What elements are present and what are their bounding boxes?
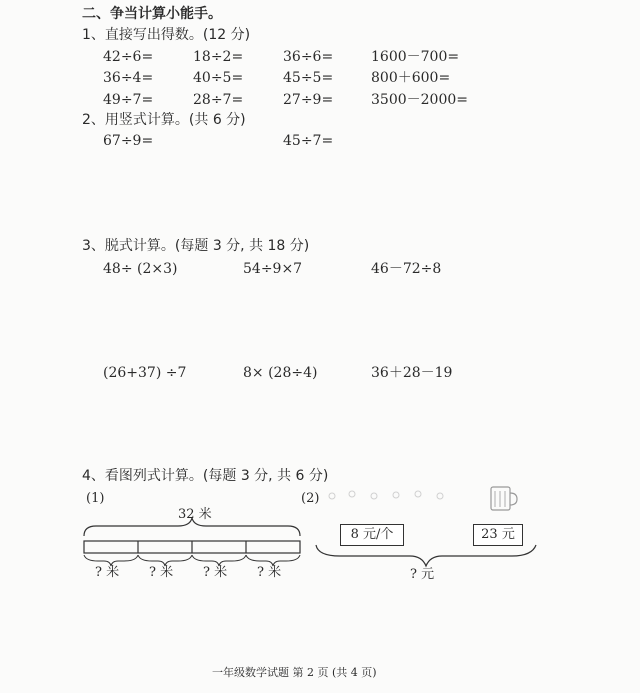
q1-item: 3500－2000=	[371, 92, 468, 108]
q2-heading: 2、用竖式计算。(共 6 分)	[82, 112, 246, 128]
q1-item: 28÷7=	[193, 92, 244, 108]
q4-part2-total: ? 元	[410, 567, 435, 582]
q1-item: 45÷5=	[283, 70, 334, 86]
q4-part2-label: (2)	[301, 491, 320, 506]
q4-segment-label: ? 米	[203, 565, 228, 580]
q3-item: 8× (28÷4)	[243, 365, 318, 381]
q3-item: 54÷9×7	[243, 261, 303, 277]
cup-icon	[491, 487, 517, 510]
q3-item: 36＋28－19	[371, 365, 453, 381]
q1-item: 40÷5=	[193, 70, 244, 86]
faint-illustration-icon	[329, 491, 443, 499]
q1-item: 42÷6=	[103, 49, 154, 65]
page-footer: 一年级数学试题 第 2 页 (共 4 页)	[212, 666, 377, 679]
q1-item: 36÷6=	[283, 49, 334, 65]
q2-item: 67÷9=	[103, 133, 154, 149]
q1-item: 36÷4=	[103, 70, 154, 86]
section-title: 二、争当计算小能手。	[82, 6, 222, 22]
q4-segment-label: ? 米	[95, 565, 120, 580]
q4-part1-total: 32 米	[178, 507, 212, 522]
q4-part1-label: (1)	[86, 491, 105, 506]
q1-heading: 1、直接写出得数。(12 分)	[82, 27, 251, 43]
price-box-left: 8 元/个	[340, 524, 404, 546]
q3-item: 46－72÷8	[371, 261, 442, 277]
price-box-right: 23 元	[473, 524, 523, 546]
q3-item: 48÷ (2×3)	[103, 261, 178, 277]
q4-heading: 4、看图列式计算。(每题 3 分, 共 6 分)	[82, 468, 329, 484]
q1-item: 800＋600=	[371, 70, 451, 86]
q3-item: (26+37) ÷7	[103, 365, 187, 381]
q4-segment-label: ? 米	[257, 565, 282, 580]
q1-item: 1600－700=	[371, 49, 460, 65]
q4-segment-label: ? 米	[149, 565, 174, 580]
q1-item: 49÷7=	[103, 92, 154, 108]
q2-item: 45÷7=	[283, 133, 334, 149]
q3-heading: 3、脱式计算。(每题 3 分, 共 18 分)	[82, 238, 310, 254]
q1-item: 18÷2=	[193, 49, 244, 65]
total-brace	[316, 545, 536, 566]
q1-item: 27÷9=	[283, 92, 334, 108]
